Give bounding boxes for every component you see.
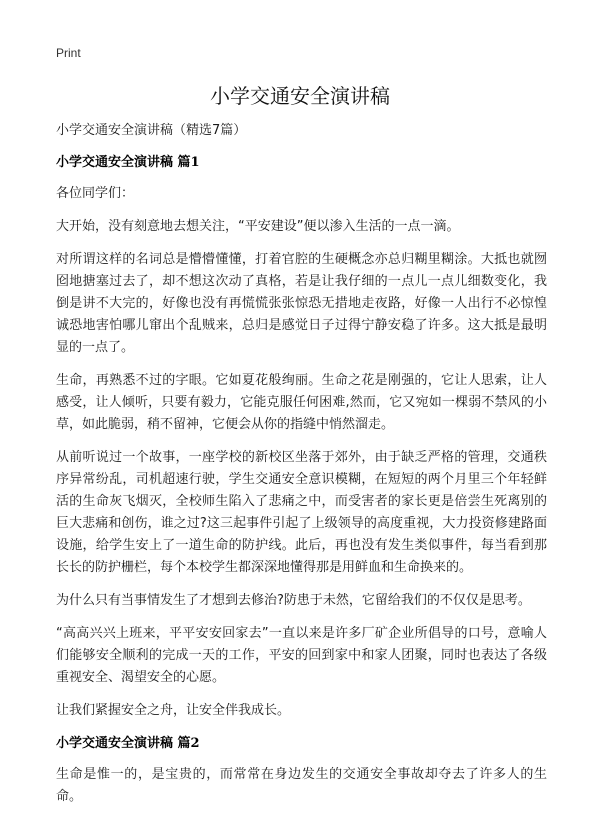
paragraph: 生命，再熟悉不过的字眼。它如夏花般绚丽。生命之花是刚强的，它让人思索，让人感受，让人倾听，只要有毅力，它能克服任何困难,然而，它又宛如一棵弱不禁风的小草，如此脆弱，稍不留神，它便会从你的指缝中悄然溜走。 xyxy=(56,373,547,432)
document-subtitle: 小学交通安全演讲稿（精选7篇） xyxy=(56,123,247,138)
document-body xyxy=(56,120,547,819)
section-2 xyxy=(56,733,547,808)
paragraph: 从前听说过一个故事，一座学校的新校区坐落于郊外，由于缺乏严格的管理，交通秩序异常纷乱，司机超速行驶，学生交通安全意识模糊，在短短的两个月里三个年轻鲜活的生命灰飞烟灭，全校师生陷入了悲痛之中，而受害者的家长更是倍尝生死离别的巨大悲痛和创伤，谁之过?这三起事件引起了上级领导的高度重视，大力投资修建路面设施，给学生安上了一道生命的防护线。此后，再也没有发生类似事件，每当看到那长长的防护栅栏，每个本校学生都深深地懂得那是用鲜血和生命换来的。 xyxy=(56,450,547,575)
section-heading: 小学交通安全演讲稿 篇2 xyxy=(56,736,200,751)
paragraph: 对所谓这样的名词总是懵懵懂懂，打着官腔的生硬概念亦总归糊里糊涂。大抵也就囫囵地搪塞过去了，却不想这次动了真格，若是让我仔细的一点儿一点儿细数变化，我倒是讲不大完的，好像也没有再慌慌张张惊恐无措地走夜路，好像一人出行不必惊惶诚恐地害怕哪儿窜出个乱贼来，总归是感觉日子过得宁静安稳了许多。这大抵是最明显的一点了。 xyxy=(56,252,547,355)
print-link[interactable]: Print xyxy=(56,46,81,60)
paragraph: “高高兴兴上班来，平平安安回家去”一直以来是许多厂矿企业所倡导的口号，意喻人们能够安全顺利的完成一天的工作，平安的回到家中和家人团聚，同时也表达了各级重视安全、渴望安全的心愿。 xyxy=(56,626,547,685)
paragraph: 各位同学们： xyxy=(56,186,135,201)
paragraph: 生命是惟一的，是宝贵的，而常常在身边发生的交通安全事故却夺去了许多人的生命。 xyxy=(56,767,547,804)
section-heading: 小学交通安全演讲稿 篇1 xyxy=(56,155,200,170)
document-title: 小学交通安全演讲稿 xyxy=(210,84,390,108)
section-1 xyxy=(56,152,547,722)
paragraph: 让我们紧握安全之舟，让安全伴我成长。 xyxy=(56,703,291,718)
paragraph: 为什么只有当事情发生了才想到去修治?防患于未然，它留给我们的不仅仅是思考。 xyxy=(56,593,531,608)
paragraph: 大开始，没有刻意地去想关注，“平安建设”便以渗入生活的一点一滴。 xyxy=(56,219,460,234)
